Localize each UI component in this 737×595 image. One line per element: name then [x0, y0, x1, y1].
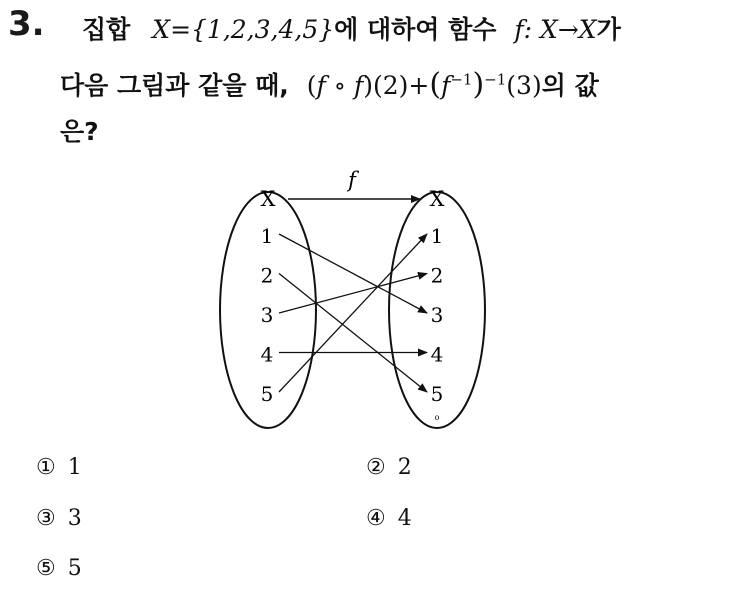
- bottom-mark: ο: [434, 413, 440, 422]
- choice-3[interactable]: [36, 506, 82, 531]
- question-text-a: 집합: [82, 15, 131, 44]
- choice-1-value: 1: [67, 455, 82, 480]
- mapping-arrow: [279, 234, 427, 392]
- domain-element: 1: [260, 224, 274, 248]
- mapping-arrow: [279, 274, 427, 314]
- choice-5-value: 5: [67, 556, 82, 581]
- question-number: 3.: [8, 4, 45, 44]
- domain-label: X: [260, 187, 276, 211]
- set-definition: X={1,2,3,4,5}: [152, 15, 335, 44]
- codomain-element: 5: [430, 382, 444, 406]
- choice-2-mark: ②: [366, 455, 386, 480]
- question-text-d: 다음 그림과 같을 때,: [60, 71, 289, 100]
- domain-element: 5: [260, 382, 274, 406]
- codomain-element: 1: [430, 224, 444, 248]
- question-text-b: 에 대하여 함수: [334, 15, 497, 44]
- mapping-arrow: [279, 234, 427, 313]
- choice-3-value: 3: [67, 506, 82, 531]
- domain-element: 3: [260, 303, 274, 327]
- codomain-element: 2: [430, 263, 444, 288]
- choice-3-mark: ③: [36, 506, 56, 531]
- choice-1-mark: ①: [36, 455, 56, 480]
- choice-4[interactable]: [366, 506, 412, 531]
- choice-1[interactable]: [36, 455, 82, 480]
- question-text-c: 가: [596, 15, 621, 44]
- mapping-arrow: [279, 274, 427, 393]
- choice-4-mark: ④: [366, 506, 386, 531]
- choice-5[interactable]: [36, 556, 82, 581]
- question-text-f: 은?: [60, 117, 99, 146]
- question-text-e: 의 값: [541, 71, 599, 100]
- codomain-element: 3: [430, 303, 444, 327]
- codomain-label: X: [429, 187, 445, 211]
- function-definition: f: X→X: [514, 15, 597, 44]
- domain-element: 2: [260, 263, 274, 288]
- choice-5-mark: ⑤: [36, 556, 56, 581]
- domain-element: 4: [260, 342, 274, 367]
- choice-4-value: 4: [397, 506, 412, 531]
- choice-2-value: 2: [397, 455, 412, 480]
- choice-2[interactable]: [366, 455, 412, 480]
- expression: (f ∘ $f)(2)+(f^{-1})^{-1}(3)$: [306, 67, 542, 102]
- function-label: f: [348, 168, 356, 192]
- codomain-element: 4: [430, 342, 444, 367]
